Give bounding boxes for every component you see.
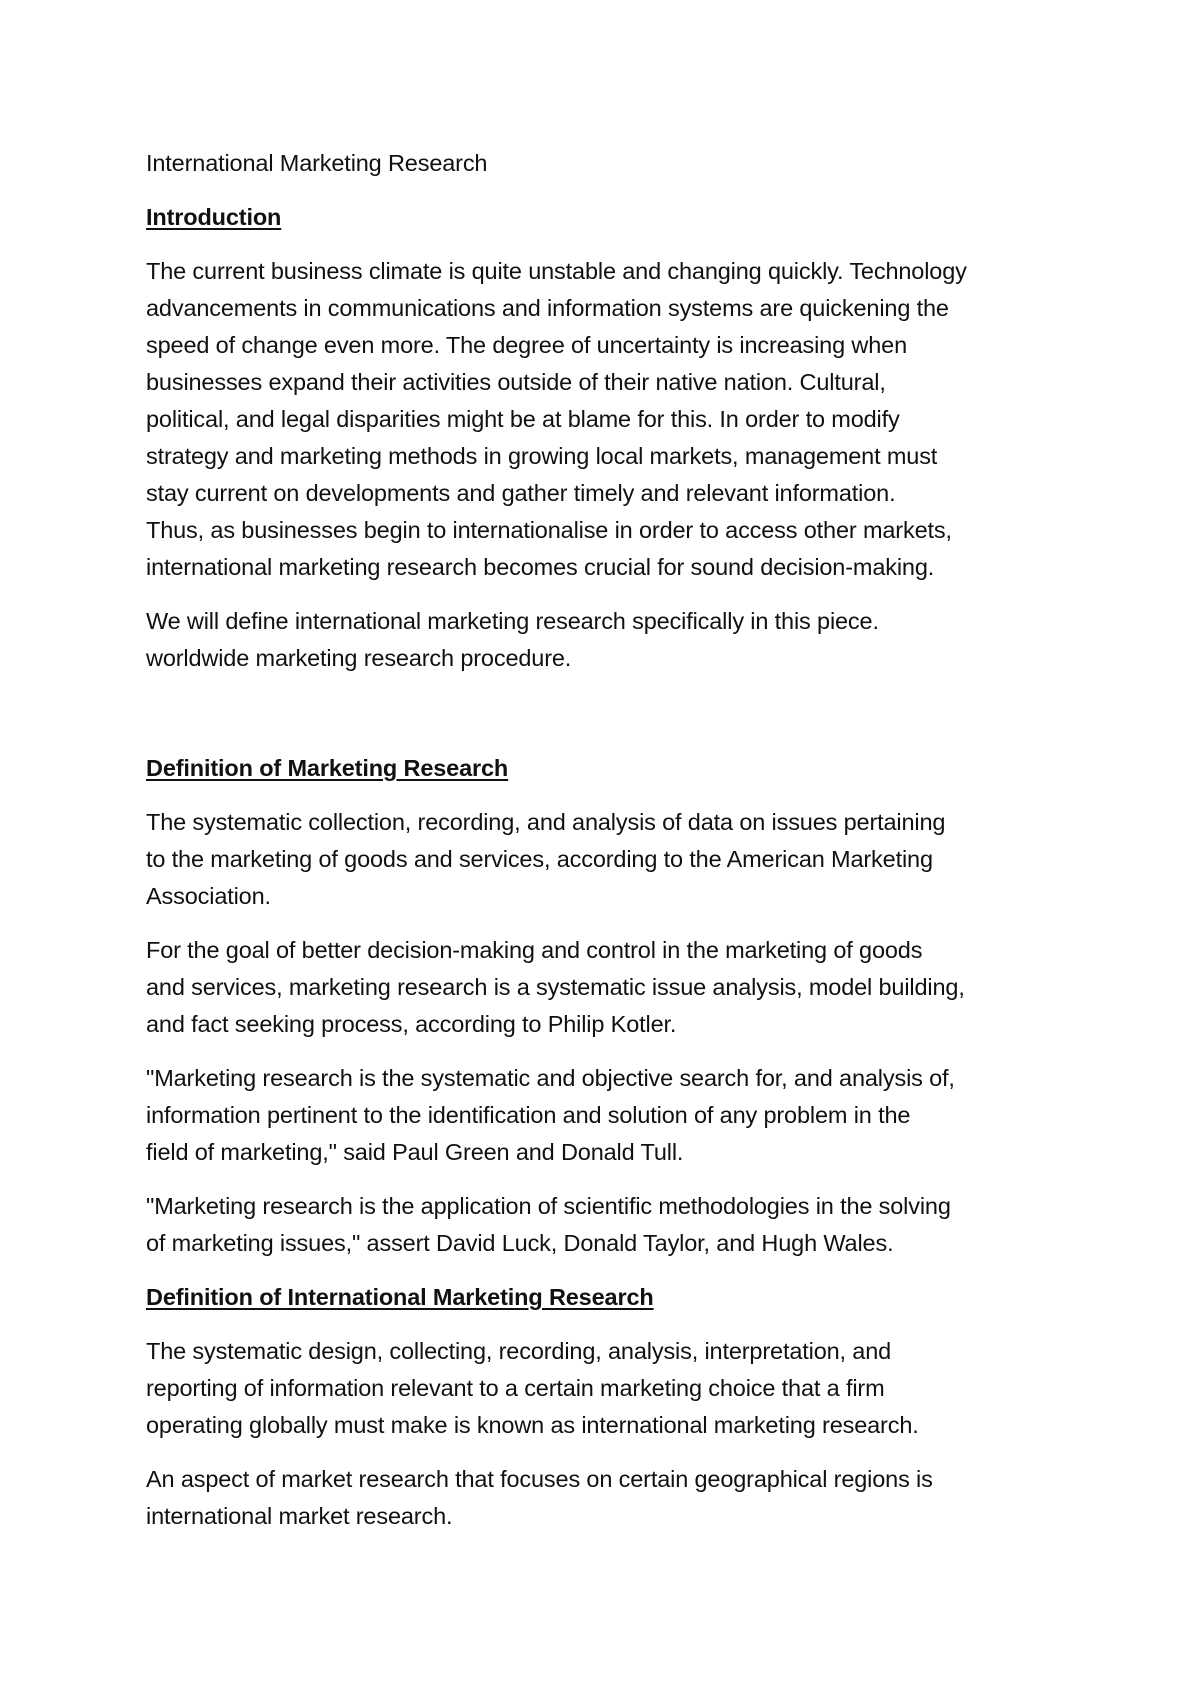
paragraph: [146, 1188, 1086, 1262]
paragraph: [146, 253, 1086, 586]
text-line: Thus, as businesses begin to internationalise in order to access other markets,: [146, 517, 952, 543]
text-line: stay current on developments and gather timely and relevant information.: [146, 480, 896, 506]
paragraph: [146, 804, 1086, 915]
text-line: worldwide marketing research procedure.: [146, 645, 572, 671]
text-line: international marketing research becomes crucial for sound decision-making.: [146, 554, 935, 580]
text-line: information pertinent to the identification and solution of any problem in the: [146, 1102, 911, 1128]
text-line: We will define international marketing research specifically in this piece.: [146, 608, 879, 634]
paragraph: [146, 603, 1086, 677]
text-line: speed of change even more. The degree of uncertainty is increasing when: [146, 332, 907, 358]
text-line: businesses expand their activities outside of their native nation. Cultural,: [146, 369, 886, 395]
text-line: The systematic design, collecting, recording, analysis, interpretation, and: [146, 1338, 892, 1364]
text-line: strategy and marketing methods in growing local markets, management must: [146, 443, 938, 469]
text-line: "Marketing research is the systematic and objective search for, and analysis of,: [146, 1065, 955, 1091]
blank-space: [146, 694, 1086, 750]
text-line: advancements in communications and information systems are quickening the: [146, 295, 949, 321]
section-heading-introduction: Introduction: [146, 204, 282, 230]
text-line: The systematic collection, recording, and analysis of data on issues pertaining: [146, 809, 946, 835]
text-line: "Marketing research is the application of scientific methodologies in the solving: [146, 1193, 951, 1219]
paragraph: [146, 932, 1086, 1043]
text-line: For the goal of better decision-making and control in the marketing of goods: [146, 937, 923, 963]
paragraph: [146, 1060, 1086, 1171]
paragraph: [146, 1461, 1086, 1535]
document-title: International Marketing Research: [146, 150, 488, 176]
text-line: and fact seeking process, according to Philip Kotler.: [146, 1011, 677, 1037]
document-body: [146, 145, 1086, 1552]
text-line: field of marketing," said Paul Green and Donald Tull.: [146, 1139, 684, 1165]
text-line: Association.: [146, 883, 271, 909]
section-heading-marketing-research: Definition of Marketing Research: [146, 755, 509, 781]
text-line: reporting of information relevant to a certain marketing choice that a firm: [146, 1375, 885, 1401]
section-heading-international-marketing-research: Definition of International Marketing Research: [146, 1284, 654, 1310]
text-line: to the marketing of goods and services, according to the American Marketing: [146, 846, 933, 872]
text-line: The current business climate is quite unstable and changing quickly. Technology: [146, 258, 967, 284]
paragraph: [146, 1333, 1086, 1444]
text-line: of marketing issues," assert David Luck, Donald Taylor, and Hugh Wales.: [146, 1230, 894, 1256]
text-line: operating globally must make is known as international marketing research.: [146, 1412, 919, 1438]
text-line: An aspect of market research that focuses on certain geographical regions is: [146, 1466, 933, 1492]
text-line: international market research.: [146, 1503, 453, 1529]
text-line: political, and legal disparities might be at blame for this. In order to modify: [146, 406, 900, 432]
text-line: and services, marketing research is a systematic issue analysis, model building,: [146, 974, 965, 1000]
